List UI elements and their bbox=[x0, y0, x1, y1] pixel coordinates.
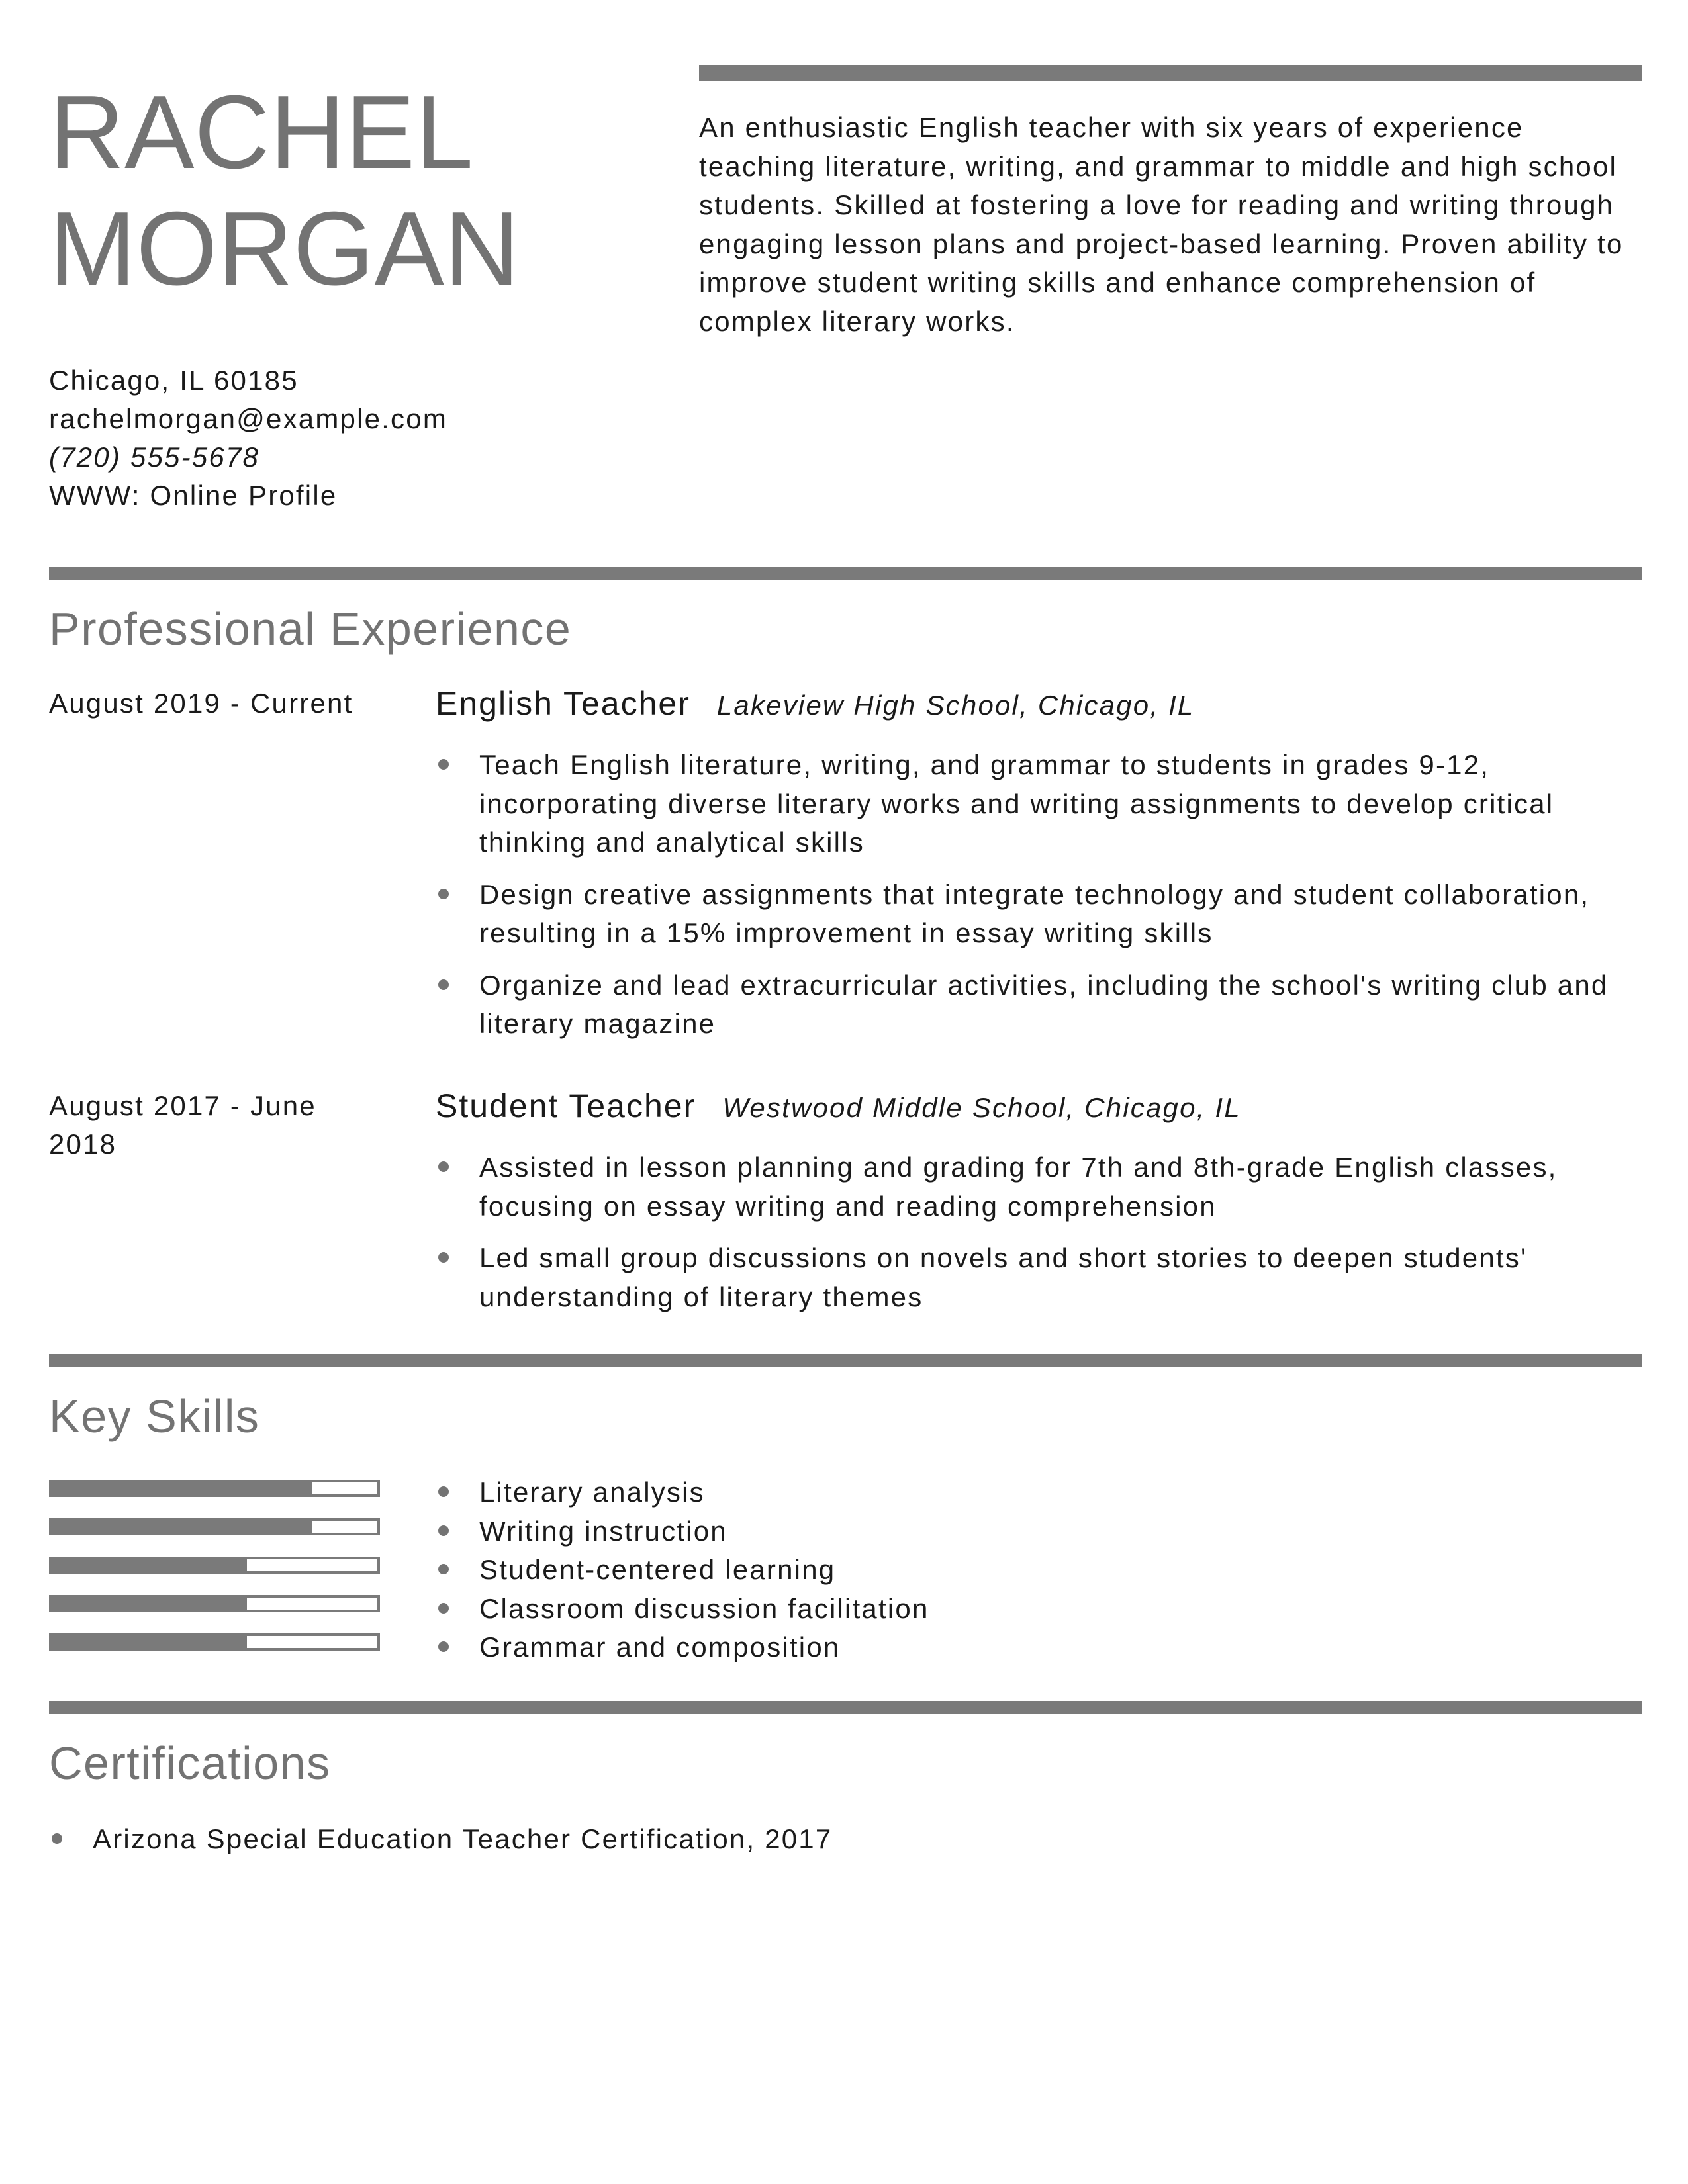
contact-email[interactable]: rachelmorgan@example.com bbox=[49, 403, 447, 434]
certifications-heading: Certifications bbox=[49, 1737, 331, 1789]
contact-location: Chicago, IL 60185 bbox=[49, 365, 299, 396]
job-title: English Teacher bbox=[436, 685, 690, 722]
experience-divider bbox=[49, 567, 1642, 580]
candidate-name bbox=[49, 74, 520, 307]
skill-item: Writing instruction bbox=[436, 1512, 1642, 1551]
skill-level-bar bbox=[49, 1595, 380, 1612]
job-header bbox=[436, 680, 1642, 735]
job-bullet: Design creative assignments that integrate technology and student collaboration, resulting in a 15% improvement in essay writing skills bbox=[436, 876, 1642, 953]
job-bullets bbox=[436, 746, 1642, 1044]
contact-info bbox=[49, 361, 447, 515]
last-name: MORGAN bbox=[49, 191, 520, 307]
experience-heading: Professional Experience bbox=[49, 603, 572, 655]
contact-website[interactable]: WWW: Online Profile bbox=[49, 480, 338, 511]
skill-level-fill bbox=[52, 1482, 312, 1494]
professional-summary: An enthusiastic English teacher with six years of experience teaching literature, writing, and grammar to middle and high school students. Skilled at fostering a love for reading and writing through engaging lesson plans and project-based learning. Proven ability to improve student writing skills and enhance comprehension of complex literary works. bbox=[699, 112, 1624, 337]
skills-heading: Key Skills bbox=[49, 1390, 260, 1442]
job-header bbox=[436, 1083, 1642, 1138]
skill-level-fill bbox=[52, 1636, 247, 1648]
header-divider bbox=[699, 65, 1642, 81]
job-bullet: Organize and lead extracurricular activities, including the school's writing club and literary magazine bbox=[436, 966, 1642, 1044]
skill-item: Literary analysis bbox=[436, 1473, 1642, 1512]
job-company: Lakeview High School, Chicago, IL bbox=[716, 690, 1195, 721]
job-company: Westwood Middle School, Chicago, IL bbox=[722, 1092, 1241, 1123]
certification-item: Arizona Special Education Teacher Certification, 2017 bbox=[49, 1820, 1642, 1859]
skill-level-bar bbox=[49, 1557, 380, 1574]
job-date: August 2017 - June 2018 bbox=[49, 1090, 316, 1160]
job-bullet: Led small group discussions on novels and short stories to deepen students' understanding of literary themes bbox=[436, 1239, 1642, 1316]
skill-level-fill bbox=[52, 1521, 312, 1533]
skill-level-bar bbox=[49, 1518, 380, 1535]
job-title: Student Teacher bbox=[436, 1087, 696, 1124]
first-name: RACHEL bbox=[49, 74, 473, 191]
skill-level-bar bbox=[49, 1480, 380, 1497]
skill-level-fill bbox=[52, 1559, 247, 1571]
skill-level-fill bbox=[52, 1598, 247, 1610]
skills-divider bbox=[49, 1354, 1642, 1367]
skill-item: Grammar and composition bbox=[436, 1628, 1642, 1667]
skill-item: Student-centered learning bbox=[436, 1551, 1642, 1590]
job-bullets bbox=[436, 1148, 1642, 1316]
certifications-divider bbox=[49, 1701, 1642, 1714]
job-details bbox=[436, 684, 1642, 1057]
skill-level-bar bbox=[49, 1633, 380, 1651]
skill-list bbox=[436, 1473, 1642, 1667]
job-details bbox=[436, 1087, 1642, 1330]
skill-level-bars bbox=[49, 1480, 380, 1672]
certification-list bbox=[49, 1820, 1642, 1859]
job-date: August 2019 - Current bbox=[49, 688, 353, 719]
contact-phone[interactable]: (720) 555-5678 bbox=[49, 441, 260, 473]
skill-item: Classroom discussion facilitation bbox=[436, 1590, 1642, 1629]
job-bullet: Teach English literature, writing, and grammar to students in grades 9-12, incorporating diverse literary works and writing assignments to develop critical thinking and analytical skills bbox=[436, 746, 1642, 862]
job-bullet: Assisted in lesson planning and grading for 7th and 8th-grade English classes, focusing on essay writing and reading comprehension bbox=[436, 1148, 1642, 1226]
